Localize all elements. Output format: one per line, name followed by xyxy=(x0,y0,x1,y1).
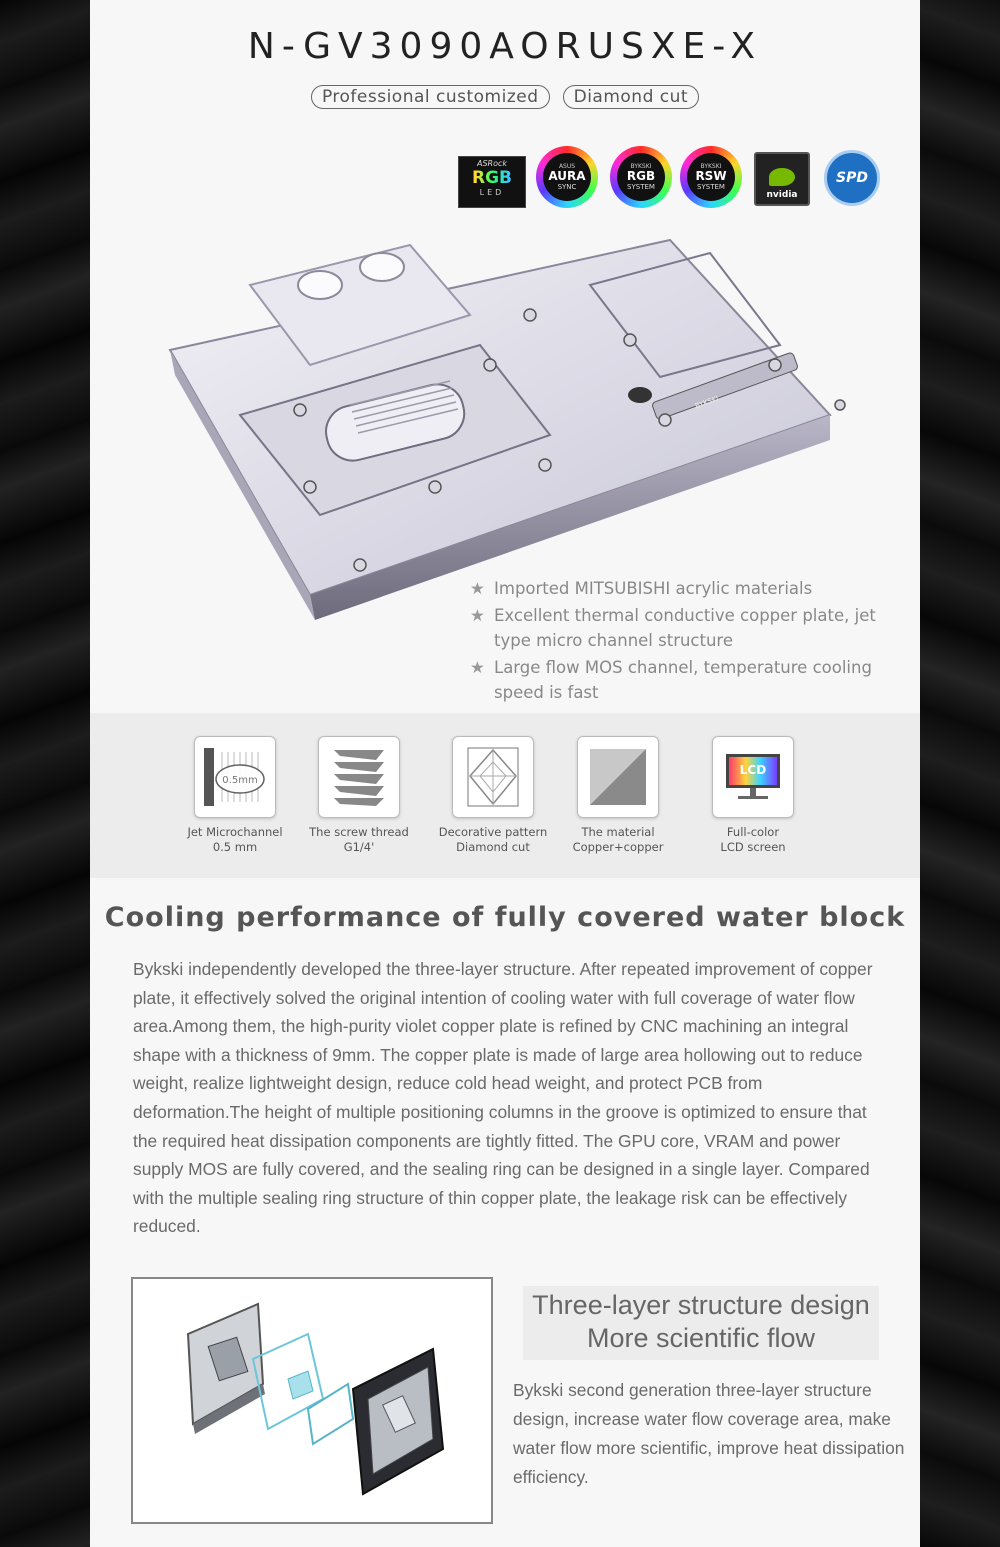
lcd-badge: LCD xyxy=(739,763,767,777)
bykski-rsw-system-logo xyxy=(680,146,742,208)
feature-bullets xyxy=(470,576,900,707)
nvidia-eye-icon xyxy=(769,168,795,186)
microchannel-icon xyxy=(200,742,270,812)
hero-brand-badge: BYKSKI xyxy=(694,394,720,411)
feature-label-line2: Copper+copper xyxy=(572,840,664,854)
diamond-icon xyxy=(460,744,526,810)
asrock-rgb-logo xyxy=(458,156,526,208)
bykski-rgb-sub: SYSTEM xyxy=(627,182,655,191)
feature-label-line2: G1/4' xyxy=(343,840,375,854)
product-page xyxy=(90,0,920,1547)
bullet-item xyxy=(470,655,900,705)
left-background xyxy=(0,0,90,1547)
spd-logo: SPD xyxy=(824,150,880,206)
bykski-rgb-brand: BYKSKI xyxy=(630,162,652,170)
three-layer-body: Bykski second generation three-layer structure design, increase water flow coverage area, make water flow more scientific, improve heat dissipation efficiency. xyxy=(513,1380,905,1487)
nvidia-logo xyxy=(754,152,810,206)
asrock-led-text: LED xyxy=(479,188,505,197)
screw-thread-icon xyxy=(326,744,392,810)
tag-row xyxy=(90,85,920,109)
three-layer-image xyxy=(131,1277,493,1524)
bullet-item xyxy=(470,603,900,653)
feature-label-line1: The material xyxy=(581,825,655,839)
bullet-text: Excellent thermal conductive copper plate, jet type micro channel structure xyxy=(494,606,876,650)
feature-label-line2: 0.5 mm xyxy=(212,840,258,854)
material-icon xyxy=(586,745,650,809)
aura-name: AURA xyxy=(548,168,586,183)
asrock-rgb-text: RGB xyxy=(459,168,525,188)
microchannel-badge: 0.5mm xyxy=(222,775,258,786)
asrock-brand: ASRock xyxy=(476,159,508,168)
feature-material xyxy=(543,736,693,855)
section-title: Cooling performance of fully covered water block xyxy=(104,902,906,933)
feature-label-line1: Decorative pattern xyxy=(438,825,548,839)
bullet-text: Large flow MOS channel, temperature cooling speed is fast xyxy=(494,658,872,702)
feature-screw-thread xyxy=(284,736,434,855)
lcd-icon xyxy=(720,744,786,810)
bykski-rsw-sub: SYSTEM xyxy=(697,182,725,191)
star-icon: ★ xyxy=(470,606,485,625)
aura-brand: ASUS xyxy=(558,162,576,170)
compatibility-logos xyxy=(458,146,888,212)
three-layer-title-line1: Three-layer structure design xyxy=(532,1290,870,1320)
bykski-rsw-brand: BYKSKI xyxy=(700,162,722,170)
aura-sub: SYNC xyxy=(557,182,577,191)
feature-lcd-screen xyxy=(678,736,828,855)
bykski-rgb-name: RGB xyxy=(626,168,656,183)
model-title: N-GV3090AORUSXE-X xyxy=(247,26,763,67)
bykski-rsw-name: RSW xyxy=(695,168,727,183)
feature-label-line2: LCD screen xyxy=(720,840,786,854)
feature-label-line2: Diamond cut xyxy=(456,840,530,854)
star-icon: ★ xyxy=(470,658,485,677)
exploded-view-image xyxy=(133,1279,491,1522)
feature-label-line1: The screw thread xyxy=(309,825,409,839)
right-background xyxy=(920,0,1000,1547)
tag-professional: Professional customized xyxy=(311,85,550,109)
feature-label-line1: Full-color xyxy=(726,825,780,839)
nvidia-text: nvidia xyxy=(766,190,798,200)
three-layer-title xyxy=(523,1286,879,1360)
bullet-item xyxy=(470,576,900,601)
section-body: Bykski independently developed the three-layer structure. After repeated improvement of copper plate, it effectively solved the original intention of cooling water with full coverage of water flow area.Among them, the high-purity violet copper plate is refined by CNC machining an integral shape with a thickness of 9mm. The copper plate is made of large area hollowing out to reduce weight, realize lightweight design, reduce cold head weight, and protect PCB from deformation.The height of multiple positioning columns in the groove is optimized to ensure that the required heat dissipation components are tightly fitted. The GPU core, VRAM and power supply MOS are fully covered, and the sealing ring can be designed in a single layer. Compared with the multiple sealing ring structure of thin copper plate, the leakage risk can be effectively reduced. xyxy=(133,959,873,1237)
bykski-rgb-system-logo xyxy=(610,146,672,208)
feature-icons-band xyxy=(90,713,920,878)
aura-sync-logo xyxy=(536,146,598,208)
three-layer-title-line2: More scientific flow xyxy=(586,1323,816,1353)
bullet-text: Imported MITSUBISHI acrylic materials xyxy=(494,579,813,598)
tag-diamond-cut: Diamond cut xyxy=(563,85,699,109)
feature-label-line1: Jet Microchannel xyxy=(187,825,283,839)
star-icon: ★ xyxy=(470,579,485,598)
